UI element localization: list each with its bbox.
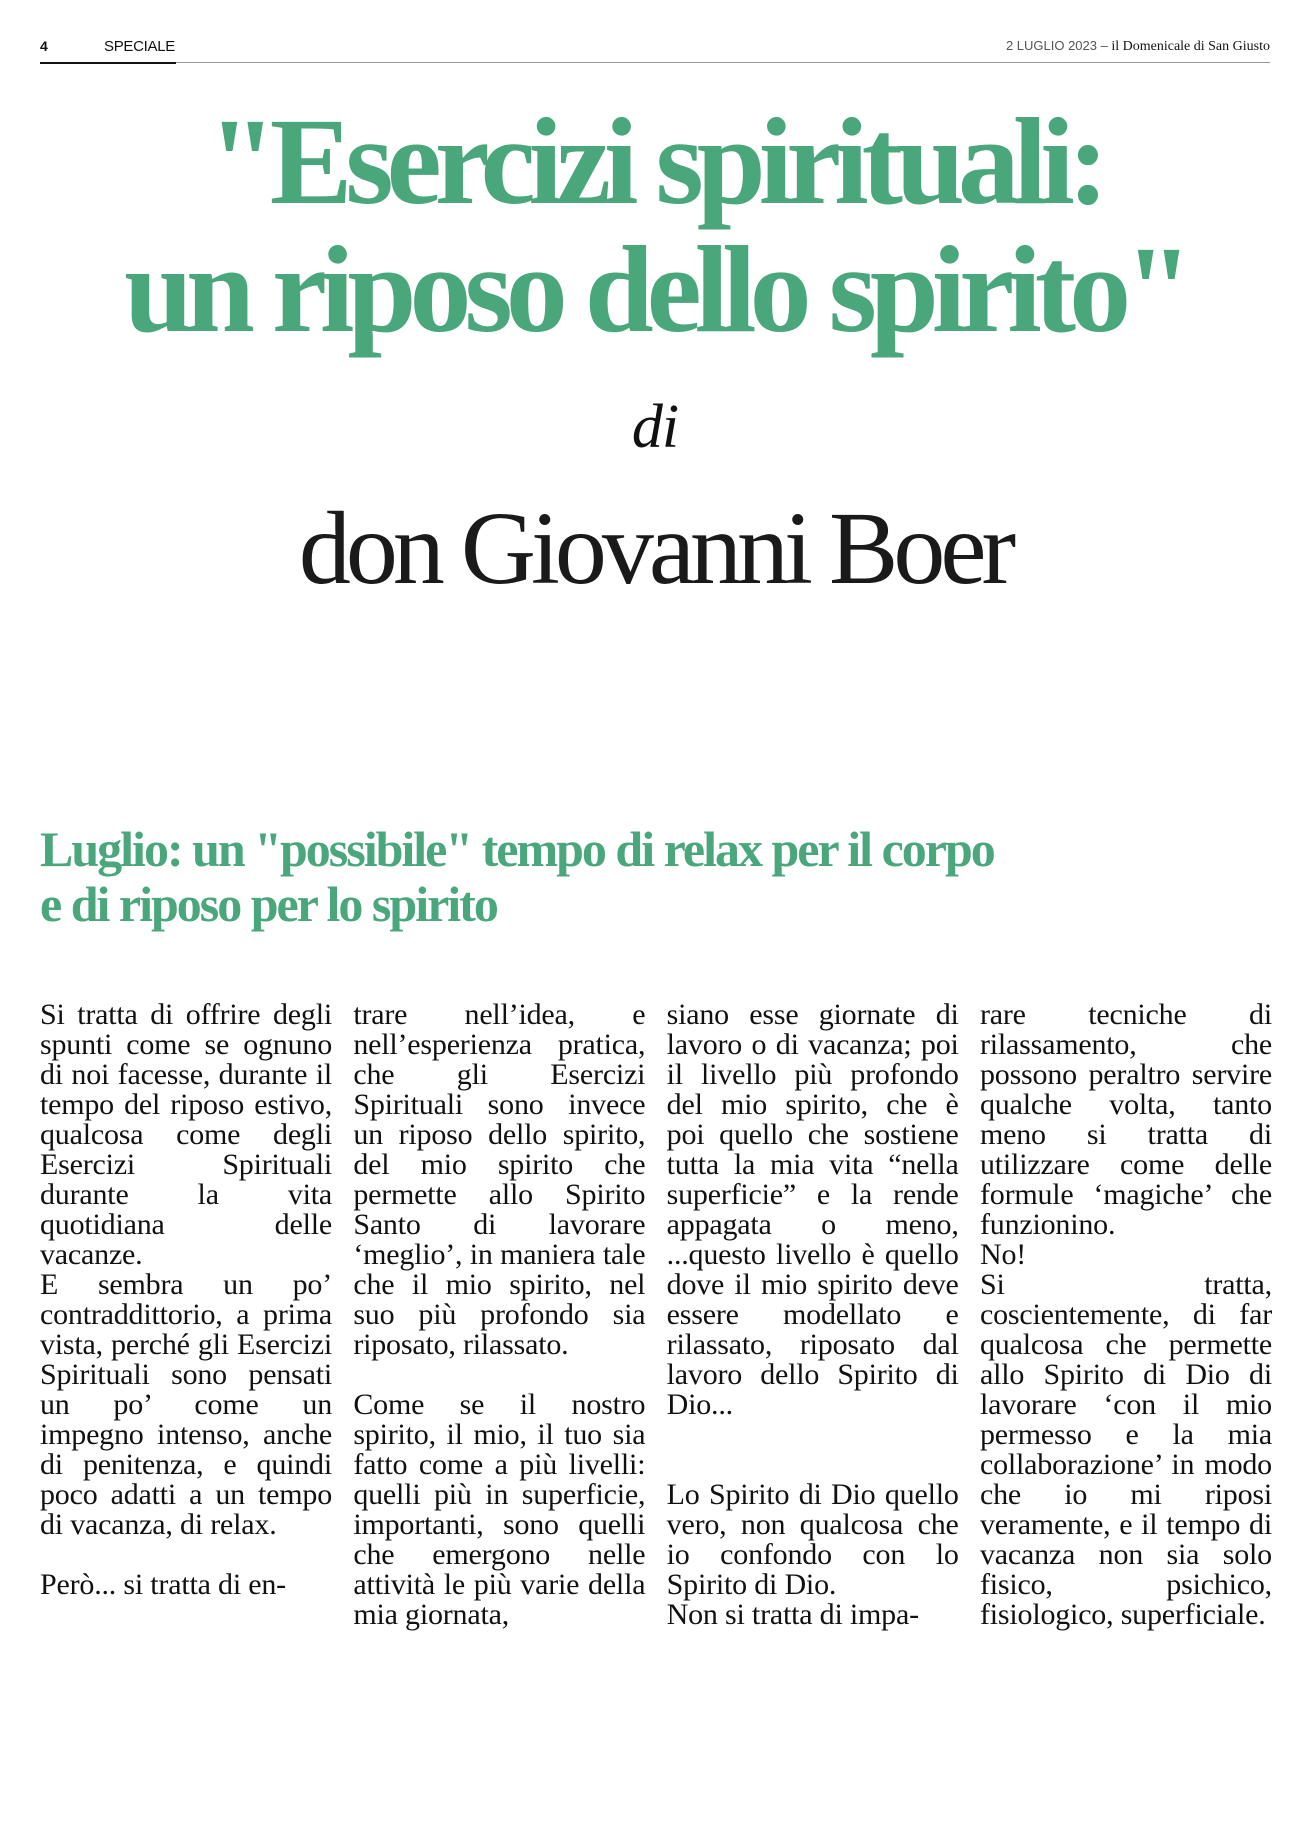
issue-date: 2 LUGLIO 2023 –	[1005, 38, 1108, 53]
header-rule-bold	[40, 62, 176, 64]
header-rule	[176, 62, 1270, 63]
byline-prefix: di	[631, 393, 679, 461]
paragraph: rare tecniche di rilassamento, che possono peraltro servire qualche volta, tanto meno si tratta di utilizzare come delle formule ‘magiche’ che funzionino.	[979, 998, 1272, 1241]
subhead-line-2: e di riposo per lo spirito	[40, 876, 497, 932]
text-column-2	[353, 1000, 645, 1650]
paragraph: Come se il nostro spirito, il mio, il tuo sia fatto come a più livelli: quelli più in superficie, importanti, sono quelli che emergono nelle attività le più varie della mia giornata,	[353, 1388, 646, 1631]
text-column-3	[667, 1000, 959, 1650]
dateline	[1006, 38, 1270, 55]
subhead-line-1: Luglio: un "possibile" tempo di relax per il corpo	[40, 821, 994, 877]
paragraph: Però... si tratta di en-	[40, 1568, 286, 1601]
paragraph: Si tratta di offrire degli spunti come se ognuno di noi facesse, durante il tempo del riposo estivo, qualcosa come degli Esercizi Spirituali durante la vita quotidiana delle vacanze.	[40, 998, 332, 1271]
headline-line-1: "Esercizi spirituali:	[207, 93, 1103, 230]
author-name: don Giovanni Boer	[298, 491, 1012, 606]
publication-name: il Domenicale di San Giusto	[1111, 39, 1270, 54]
article-headline	[20, 93, 1290, 358]
page-number: 4	[40, 38, 48, 54]
article-subhead	[40, 822, 994, 932]
paragraph: No!	[979, 1238, 1027, 1271]
paragraph: Non si tratta di impa-	[666, 1598, 919, 1631]
paragraph: trare nell’idea, e nell’esperienza pratica, che gli Esercizi Spirituali sono invece un riposo dello spirito, del mio spirito che permette allo Spirito Santo di lavorare ‘meglio’, in maniera tale che il mio spirito, nel suo più profondo sia riposato, rilassato.	[353, 998, 646, 1361]
section-label: SPECIALE	[104, 38, 175, 55]
paragraph: siano esse giornate di lavoro o di vacanza; poi il livello più profondo del mio spirito, che è poi quello che sostiene tutta la mia vita “nella superficie” e la rende appagata o meno, ...questo livello è quello dove il mio spirito deve essere modellato e rilassato, riposato dal lavoro dello Spirito di Dio...	[666, 998, 959, 1421]
headline-line-2: un riposo dello spirito"	[124, 221, 1186, 358]
article-body	[40, 1000, 1272, 1650]
text-column-1	[40, 1000, 332, 1650]
paragraph: E sembra un po’ contraddittorio, a prima vista, perché gli Esercizi Spirituali sono pensati un po’ come un impegno intenso, anche di penitenza, e quindi poco adatti a un tempo di vacanza, di relax.	[40, 1268, 332, 1541]
text-column-4	[980, 1000, 1272, 1650]
page-header	[40, 36, 1270, 66]
paragraph: Si tratta, coscientemente, di far qualcosa che permette allo Spirito di Dio di lavorare ‘con il mio permesso e la mia collaborazione’ in modo che io mi riposi veramente, e il tempo di vacanza non sia solo fisico, psichico, fisiologico, superficiale.	[979, 1268, 1272, 1631]
paragraph: Lo Spirito di Dio quello vero, non qualcosa che io confondo con lo Spirito di Dio.	[666, 1478, 959, 1601]
